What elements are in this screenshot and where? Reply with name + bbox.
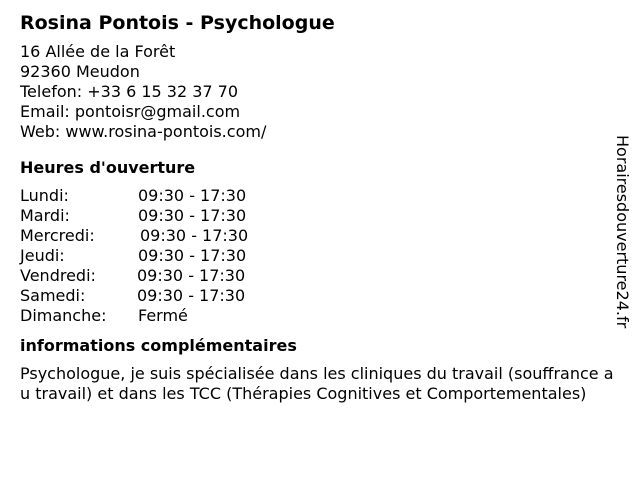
hours-day: Mardi: bbox=[20, 206, 70, 225]
hours-day: Mercredi: bbox=[20, 226, 95, 245]
email-text: Email: pontoisr@gmail.com bbox=[20, 102, 241, 121]
website-text: Web: www.rosina-pontois.com/ bbox=[20, 122, 267, 141]
hours-time: 09:30 - 17:30 bbox=[138, 246, 247, 265]
info-description: Psychologue, je suis spécialisée dans les cliniques du travail (souffrance au travail) et dans les TCC (Thérapies Cognitives et Comportementales) bbox=[20, 364, 614, 403]
hours-heading: Heures d'ouverture bbox=[20, 158, 196, 177]
page-title: Rosina Pontois - Psychologue bbox=[20, 12, 335, 34]
hours-day: Samedi: bbox=[20, 286, 86, 305]
info-heading: informations complémentaires bbox=[20, 336, 297, 355]
hours-time: Fermé bbox=[138, 306, 188, 325]
hours-time: 09:30 - 17:30 bbox=[138, 206, 247, 225]
hours-day: Dimanche: bbox=[20, 306, 107, 325]
watermark-text: Horairesdouverture24.fr bbox=[613, 135, 632, 329]
hours-day: Lundi: bbox=[20, 186, 69, 205]
hours-row-monday bbox=[20, 186, 620, 206]
business-card bbox=[20, 10, 620, 404]
contact-block bbox=[20, 42, 620, 142]
hours-row-wednesday bbox=[20, 226, 620, 246]
hours-day: Vendredi: bbox=[20, 266, 96, 285]
hours-row-saturday bbox=[20, 286, 620, 306]
hours-row-friday bbox=[20, 266, 620, 286]
hours-table bbox=[20, 186, 620, 326]
hours-day: Jeudi: bbox=[20, 246, 65, 265]
hours-row-sunday bbox=[20, 306, 620, 326]
phone-text: Telefon: +33 6 15 32 37 70 bbox=[20, 82, 239, 101]
address-city: 92360 Meudon bbox=[20, 62, 140, 81]
hours-time: 09:30 - 17:30 bbox=[137, 286, 246, 305]
hours-time: 09:30 - 17:30 bbox=[140, 226, 249, 245]
hours-time: 09:30 - 17:30 bbox=[137, 266, 246, 285]
hours-time: 09:30 - 17:30 bbox=[138, 186, 247, 205]
address-street: 16 Allée de la Forêt bbox=[20, 42, 176, 61]
hours-row-thursday bbox=[20, 246, 620, 266]
hours-row-tuesday bbox=[20, 206, 620, 226]
